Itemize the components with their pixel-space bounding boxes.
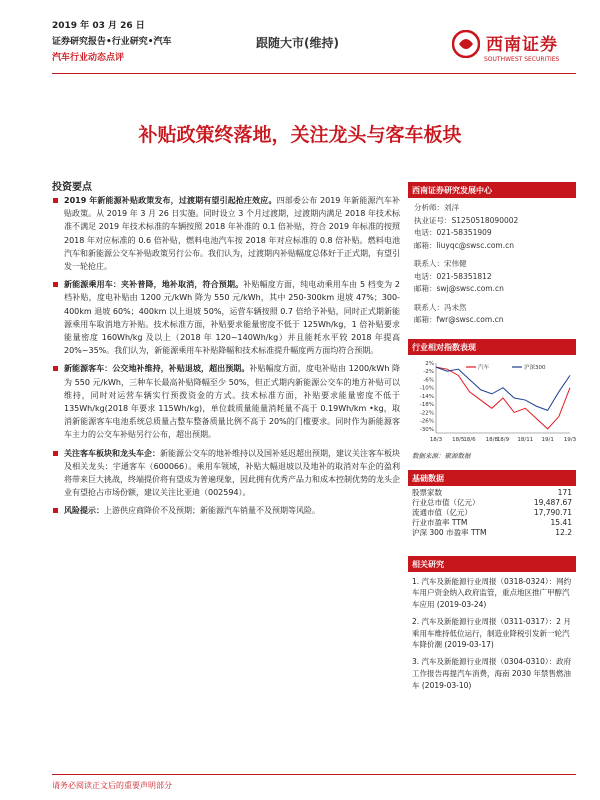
report-meta	[52, 18, 172, 66]
contact-email[interactable]: 邮箱：fwr@swsc.com.cn	[414, 315, 504, 324]
key-point	[50, 504, 400, 517]
analyst-phone: 电话：021-58351909	[414, 228, 492, 237]
stats-label: 行业总市值（亿元）	[412, 497, 480, 507]
related-report-link[interactable]: 3. 汽车及新能源行业周报（0304-0310）：政府工作报告再提汽车消费，海南 2030 年禁售燃油车 (2019-03-10)	[412, 657, 572, 690]
contact-name: 联系人：宋伟健	[414, 259, 467, 268]
report-subtype: 汽车行业动态点评	[52, 53, 125, 63]
stats-row	[412, 508, 572, 518]
stats-label: 流通市值（亿元）	[412, 507, 472, 517]
x-tick-label: 18/11	[517, 436, 534, 443]
key-point-lead: 新能源乘用车：夹补普降，地补取消，符合预期。	[64, 280, 244, 290]
y-tick-label: 2%	[425, 360, 434, 367]
key-points	[50, 194, 400, 523]
related-list	[408, 572, 576, 692]
key-point-text: 补贴幅度方面，度电补贴由 1200/kWh 降为 550 元/kWh，三种车长最高补贴降幅至少 50%，但正式期内新能源公交车的地方补贴可以维持，同时对运营车辆实行预拨资金的方式。技术标准方面，补贴要求能量密度不低于 135Wh/kg(2018 年要求 115Wh/kg)，单位载质量能量消耗量不高于 0.19Wh/km •kg，取消新能源客车电池系统总质量占整车整备质量比例不高于 20%的门槛要求。同时作为新能源客车主力的公交车补贴另行公布，超出预期。	[64, 364, 400, 440]
stats-table	[408, 486, 576, 540]
y-tick-label: -2%	[423, 368, 434, 375]
company-logo	[452, 30, 570, 70]
y-tick-label: -18%	[419, 401, 434, 408]
index-chart-box	[408, 339, 576, 460]
key-point-lead: 关注客车板块和龙头车企：	[64, 448, 160, 458]
stats-label: 行业市盈率 TTM	[412, 517, 468, 527]
related-box	[408, 556, 576, 692]
stats-box	[408, 470, 576, 540]
contact-phone: 电话：021-58351812	[414, 271, 492, 281]
stats-header: 基础数据	[408, 470, 576, 486]
footer-divider	[52, 774, 576, 775]
key-point-text: 新能源公交车的地补维持以及国补延迟超出预期，建议关注客车板块及相关龙头：宇通客车（600066）。乘用车领域，补贴大幅退坡以及地补的取消对车企的盈利将带来巨大挑战，终端提价将有望成为普遍现象，因此拥有优秀产品力和成本控制优势的龙头企业有望抢占市场份额，建议关注比亚迪（002594）。	[64, 448, 400, 498]
research-center-header: 西南证券研究发展中心	[408, 182, 576, 198]
y-tick-label: -10%	[419, 385, 434, 392]
analyst-license: 执业证号：S1250518090002	[414, 215, 519, 225]
stats-value: 171	[557, 487, 572, 497]
stats-label: 股票家数	[412, 487, 442, 497]
x-tick-label: 18/5	[452, 436, 465, 443]
legend-label: 沪深300	[524, 364, 546, 371]
stats-value: 17,790.71	[533, 507, 572, 517]
key-point	[50, 362, 400, 441]
key-point-text: 四部委公布 2019 年新能源汽车补贴政策。从 2019 年 3 月 26 日实施。同时设立 3 个月过渡期，过渡期内满足 2018 年技术标准不满足 2019 年技术标准的车辆按照 2018 年补准的 0.1 倍补贴，符合 2019 年标准的按照 2018 年对应标准的 0.6 倍补贴，燃料电池汽车按 2018 年对应标准的 0.8 倍补贴。燃料电池汽车和新能源公交车补贴政策另行公布。我们认为，过渡期内补贴幅度总体好于正式期，有望引发一轮抢庄。	[64, 196, 400, 272]
key-point-lead: 2019 年新能源补贴政策发布，过渡期有望引起抢庄效应。	[64, 196, 277, 205]
key-point	[50, 194, 400, 273]
report-type: 证券研究报告•行业研究•汽车	[52, 37, 172, 47]
stats-row	[412, 488, 572, 498]
y-tick-label: -22%	[419, 409, 434, 416]
key-point-text: 上游供应商降价不及预期；新能源汽车销量不及预期等风险。	[104, 506, 320, 516]
key-point-lead: 风险提示：	[64, 506, 104, 516]
logo-mark-icon	[452, 30, 480, 58]
key-point-lead: 新能源客车：公交地补维持，补贴退坡，超出预期。	[64, 364, 250, 374]
x-tick-label: 18/9	[496, 436, 510, 443]
stats-row	[412, 498, 572, 508]
x-tick-label: 18/3	[429, 436, 443, 443]
contact-email[interactable]: 邮箱：swj@swsc.com.cn	[414, 284, 504, 293]
x-tick-label: 18/6	[463, 436, 476, 443]
disclaimer-note: 请务必阅读正文后的重要声明部分	[52, 781, 172, 790]
relative-index-chart	[408, 357, 576, 449]
x-tick-label: 19/1	[541, 436, 554, 443]
contact-name: 联系人：冯未然	[414, 302, 467, 312]
stats-row	[412, 518, 572, 528]
section-heading: 投资要点	[52, 182, 92, 193]
chart-source: 数据来源：聚源数据	[412, 451, 471, 460]
related-report-link[interactable]: 1. 汽车及新能源行业周报（0318-0324）：网约车用户资金纳入政府监管，重点地区推广甲醇汽车应用 (2019-03-24)	[412, 576, 572, 610]
y-tick-label: -6%	[423, 376, 434, 383]
rating: 跟随大市(维持)	[256, 36, 339, 50]
key-point-text: 补贴幅度方面，纯电动乘用车由 5 档变为 2 档补贴，度电补贴由 1200 元/kWh 降为 550 元/kWh，其中 250-300km 退坡 47%；300-400km 退坡 60%；400km 以上退坡 50%，运营车辆按照 0.7 倍给予补贴，同时正式期新能源乘用车取消地方补贴。技术标准方面，补贴要求能量密度不低于 125Wh/kg，1 倍补贴要求能量密度 160Wh/kg 及以上（2018 年 120~140Wh/kg）并且能耗水平较 2018 年提高 20%~35%。我们认为，新能源乘用车补贴降幅和技术标准提升幅度两方面均符合预期。	[64, 280, 401, 356]
stats-value: 15.41	[550, 517, 572, 527]
x-tick-label: 18/8	[485, 436, 499, 443]
contact-list	[408, 198, 576, 327]
logo-text-en: SOUTHWEST SECURITIES	[484, 56, 560, 63]
logo-text-cn: 西南证券	[486, 35, 558, 55]
analyst-name: 分析师：刘洋	[414, 203, 459, 212]
stats-label: 沪深 300 市盈率 TTM	[412, 527, 487, 537]
stats-row	[412, 528, 572, 538]
key-point	[50, 278, 400, 357]
stats-value: 19,487.67	[533, 497, 572, 507]
related-header: 相关研究	[408, 556, 576, 572]
y-tick-label: -14%	[419, 393, 434, 400]
report-title: 补贴政策终落地，关注龙头与客车板块	[138, 124, 462, 146]
report-date: 2019 年 03 月 26 日	[52, 21, 145, 31]
x-tick-label: 19/3	[563, 436, 576, 443]
header-divider	[52, 73, 576, 74]
related-report-link[interactable]: 2. 汽车及新能源行业周报（0311-0317）：2 月乘用车维持低位运行，制造业降税引发新一轮汽车降价潮 (2019-03-17)	[412, 616, 571, 650]
stats-value: 12.2	[555, 527, 572, 537]
key-point	[50, 447, 400, 500]
series-line-0	[436, 367, 570, 429]
analyst-email[interactable]: 邮箱：liuyqc@swsc.com.cn	[414, 240, 514, 250]
chart-header: 行业相对指数表现	[408, 339, 576, 355]
y-tick-label: -30%	[419, 426, 434, 433]
legend-label: 汽车	[478, 364, 490, 371]
y-tick-label: -26%	[419, 418, 434, 425]
sidebar	[408, 182, 576, 697]
